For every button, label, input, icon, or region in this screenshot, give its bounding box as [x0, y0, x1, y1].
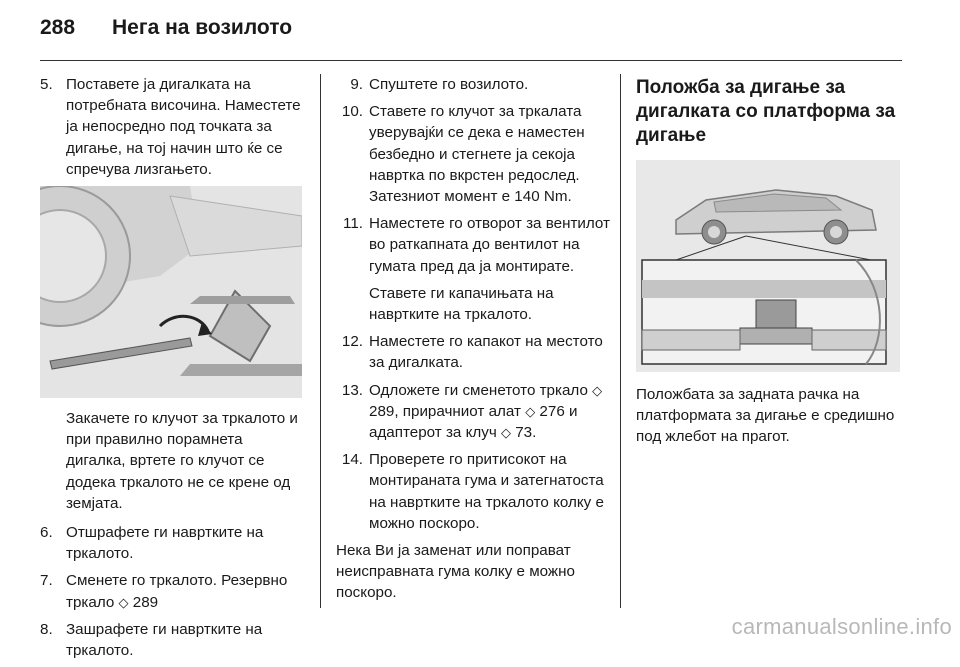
watermark: carmanualsonline.info: [731, 614, 952, 639]
step-number: 5.: [40, 76, 53, 93]
step-text: Зашрафете ги навртките на тркалото.: [66, 620, 263, 660]
step-7: [40, 570, 306, 612]
step-number: 13.: [341, 381, 363, 399]
section-heading: Положба за дигање за дигалката со платформа за дигање: [636, 77, 896, 146]
ref-arrow-icon: ◇: [592, 382, 603, 398]
step-14: [336, 449, 612, 534]
step-number: 7.: [40, 572, 53, 590]
page-ref-link[interactable]: 73: [515, 424, 533, 442]
column-divider: [620, 74, 621, 608]
step-text: Наместете го капакот на местото за дигалката.: [369, 333, 603, 372]
step-text: Отшрафете ги навртките на тркалото.: [66, 524, 264, 563]
step-text: Поставете ја дигалката на потребната височина. Наместете ја непосредно под точката за дигање, на тој начин што ќе се спречува лизгањето.: [66, 76, 301, 178]
figure-caption: Положбата за задната рачка на платформата за дигање е средишно под жлебот на прагот.: [636, 386, 895, 446]
step-5: [40, 74, 306, 180]
lift-platform-illustration: [636, 160, 900, 372]
step-number: 9.: [350, 76, 363, 93]
step-number: 8.: [40, 620, 53, 638]
step-6: [40, 522, 306, 564]
jack-illustration: [40, 186, 302, 398]
page-ref-link[interactable]: 289: [369, 402, 395, 420]
step-text: .: [532, 424, 537, 442]
jack-under-car-image: [40, 186, 302, 398]
step-13: [336, 380, 612, 444]
header-rule: [40, 60, 902, 61]
step-text: Проверете го притисокот на монтираната гума и затегнатоста на навртките на тркалото колку е можно поскоро.: [369, 451, 604, 532]
column-right: [636, 74, 904, 448]
step-number: 12.: [341, 333, 363, 351]
step-text: и адаптерот за клуч: [369, 402, 578, 442]
car-on-lift-image: [636, 160, 900, 372]
step-subtext: Ставете ги капачињата на навртките на тркалото.: [369, 284, 554, 324]
closing-paragraph: Нека Ви ја заменат или поправат неисправната гума колку е можно поскоро.: [336, 542, 575, 602]
step-number: 14.: [341, 451, 363, 469]
step-10: [336, 101, 612, 207]
chapter-title: Нега на возилото: [112, 16, 293, 39]
step-text: Одложете ги сменетото тркало: [369, 381, 588, 399]
step-text: Сменете го тркалото. Резервно тркало: [66, 572, 288, 611]
figure-caption: Закачете го клучот за тркалото и при правилно порамнета дигалка, вртете го клучот се додека тркалото не се крене од земјата.: [66, 410, 298, 512]
column-middle: [336, 74, 612, 610]
step-8: [40, 619, 306, 661]
step-text: Наместете го отворот за вентилот во раткапната до вентилот на гумата пред да ја монтирате.: [369, 215, 610, 275]
step-text: Спуштете го возилото.: [369, 76, 529, 93]
step-number: 6.: [40, 524, 53, 542]
column-divider: [320, 74, 321, 608]
ref-arrow-icon: ◇: [501, 425, 511, 441]
step-11: [336, 213, 612, 325]
step-text: Ставете го клучот за тркалата уверувајќи се дека е наместен безбедно и стегнете ја секоја навртка по вкрстен редослед. Затезниот момент е 140 Nm.: [369, 103, 585, 206]
page-number: 288: [40, 16, 76, 39]
page-ref-link[interactable]: 276: [539, 402, 565, 420]
step-12: [336, 331, 612, 373]
page-ref-link[interactable]: 289: [132, 593, 159, 611]
ref-arrow-icon: ◇: [118, 594, 129, 610]
step-number: 11.: [343, 215, 363, 233]
step-number: 10.: [341, 103, 363, 121]
step-9: [336, 74, 612, 95]
column-left: [40, 74, 306, 667]
step-text: , прирачниот алат: [394, 402, 521, 420]
page-header: [40, 16, 292, 48]
ref-arrow-icon: ◇: [525, 403, 536, 419]
